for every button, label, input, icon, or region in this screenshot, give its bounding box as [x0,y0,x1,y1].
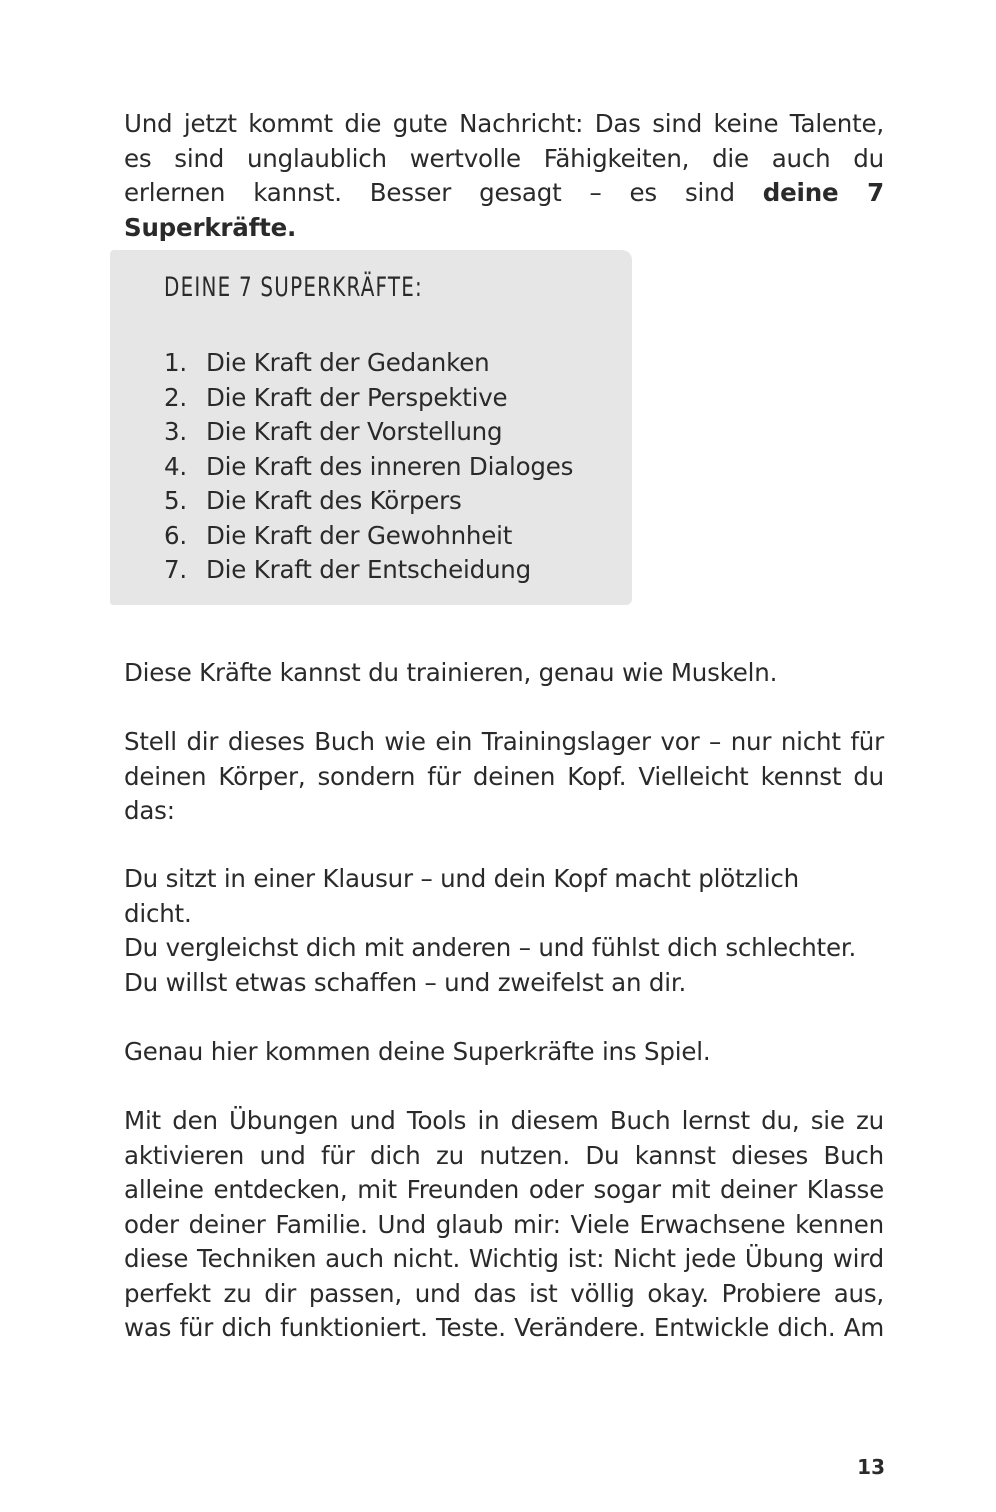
paragraph-text: Mit den Übungen und Tools in diesem Buch lernst du, sie zu aktivieren und für dich zu nutzen. Du kannst dieses Buch alleine entdecken, mit Freunden oder sogar mit deiner Klasse oder deiner Familie. Und glaub mir: Viele Erwachsene kennen diese Techniken auch nicht. Wichtig ist: Nicht jede Übung wird perfekt zu dir passen, und das ist völlig okay. Probiere aus, was für dich funktioniert. Teste. Verändere. Entwickle dich. Am [124,1106,884,1342]
paragraph-examples-cont [124,931,884,1000]
list-item-number: 4. [164,451,187,481]
list-item-number: 6. [164,520,187,550]
list-item-number: 7. [164,555,187,584]
paragraph-text: Diese Kräfte kannst du trainieren, genau wie Muskeln. [124,658,778,687]
paragraph-muscles [124,656,884,691]
list-item [164,450,573,485]
paragraph-superpowers-in-play [124,1035,884,1070]
example-line: Du willst etwas schaffen – und zweifelst an dir. [124,967,687,997]
paragraph-exercises [124,1104,884,1346]
list-item [164,484,573,519]
list-item [164,381,573,416]
paragraph-text: Stell dir dieses Buch wie ein Trainingslager vor – nur nicht für deinen Körper, sondern für deinen Kopf. Vielleicht kennst du das: [124,727,884,825]
example-line: Du vergleichst dich mit anderen – und fühlst dich schlechter. [124,933,857,962]
page-number: 13 [857,1455,885,1479]
list-item [164,553,573,588]
list-item-number: 5. [164,486,187,515]
list-item-number: 2. [164,382,187,412]
superpowers-box-title: DEINE 7 SUPERKRÄFTE: [164,272,424,303]
list-item-label: Die Kraft der Vorstellung [206,417,503,446]
list-item [164,519,573,554]
list-item-label: Die Kraft der Gewohnheit [206,520,513,550]
intro-paragraph [124,107,884,245]
list-item-label: Die Kraft der Perspektive [206,382,508,412]
intro-bold-text: deine 7 Superkräfte. [124,178,884,242]
list-item-label: Die Kraft der Gedanken [206,348,490,377]
example-line: Du sitzt in einer Klausur – und dein Kopf macht plötzlich dicht. [124,864,799,928]
list-item [164,415,573,450]
intro-text: Und jetzt kommt die gute Nachricht: Das sind keine Talente, es sind unglaublich wertvolle Fähigkeiten, die auch du erlernen kannst. Besser gesagt – es sind [124,109,884,207]
paragraph-text: Genau hier kommen deine Superkräfte ins Spiel. [124,1037,711,1066]
list-item-number: 1. [164,348,187,377]
paragraph-training-camp [124,725,884,829]
list-item [164,346,573,381]
list-item-number: 3. [164,417,187,446]
list-item-label: Die Kraft des Körpers [206,486,462,515]
list-item-label: Die Kraft des inneren Dialoges [206,451,574,481]
superpowers-list [164,346,573,588]
paragraph-examples [124,862,834,931]
list-item-label: Die Kraft der Entscheidung [206,555,531,584]
